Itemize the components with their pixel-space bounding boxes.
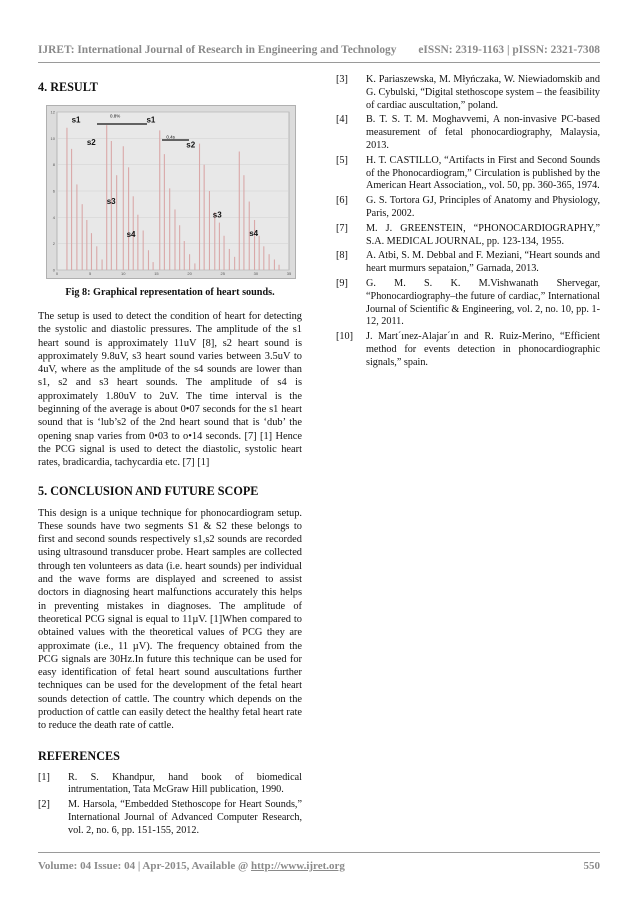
x-tick-label: 35	[286, 271, 292, 276]
heart-sound-chart	[46, 105, 296, 279]
reference-item: [9] G. M. S. K. M.Vishwanath Shervegar, “Phonocardiography–the future of cardiac,” International Journal of Scientific & Engineering, vol. 2, no. 10, pp. 1-12, 2011.	[336, 277, 600, 328]
interval-label: 0.4s	[166, 134, 175, 140]
references-left	[38, 772, 302, 838]
figure-caption: Fig 8: Graphical representation of heart sounds.	[65, 287, 275, 298]
journal-name: IJRET: International Journal of Research in Engineering and Technology	[38, 44, 397, 56]
y-tick-label: 2	[52, 241, 55, 247]
right-column	[336, 74, 600, 372]
page-footer	[38, 860, 600, 872]
result-heading: 4. RESULT	[38, 80, 98, 94]
conclusion-heading: 5. CONCLUSION AND FUTURE SCOPE	[38, 483, 259, 498]
header-rule	[38, 62, 600, 63]
reference-item: [1] R. S. Khandpur, hand book of biomedical intrumentation, Tata McGraw Hill publication, 1990.	[38, 771, 302, 796]
reference-item: [2] M. Harsola, “Embedded Stethoscope for Heart Sounds,” International Journal of Advanced Computer Research, vol. 2, no. 6, pp. 151-155, 2012.	[38, 799, 302, 836]
heart-sound-label: s3	[212, 210, 222, 220]
issn: eISSN: 2319-1163 | pISSN: 2321-7308	[418, 44, 600, 56]
footer-rule	[38, 852, 600, 853]
chart-svg	[47, 106, 295, 278]
heart-sound-label: s2	[86, 137, 96, 147]
reference-item: [5] H. T. CASTILLO, “Artifacts in First and Second Sounds of the Phonocardiogram,” Circulation is published by the American Heart Association,, vol. 50, pp. 360-365, 1974.	[336, 154, 600, 192]
x-tick-label: 10	[121, 271, 126, 276]
x-tick-label: 20	[187, 271, 192, 276]
reference-item: [4] B. T. S. T. M. Moghavvemi, A non-invasive PC-based measurement of fetal phonocardiography, Malaysia, 2013.	[336, 114, 600, 151]
x-tick-label: 30	[253, 271, 259, 276]
y-tick-label: 8	[52, 162, 55, 168]
heart-sound-label: s4	[126, 230, 136, 240]
reference-item: [7] M. J. GREENSTEIN, “PHONOCARDIOGRAPHY,” S.A. MEDICAL JOURNAL, pp. 123-134, 1955.	[336, 222, 600, 247]
y-tick-label: 12	[50, 109, 55, 115]
page-header	[38, 44, 600, 56]
x-tick-label: 25	[220, 271, 225, 276]
heart-sound-label: s1	[71, 115, 81, 125]
y-tick-label: 0	[52, 267, 55, 273]
y-tick-label: 6	[52, 188, 55, 194]
result-paragraph: The setup is used to detect the condition of heart for detecting the systolic and diastolic pressures. The amplitude of the s1 heart sound is approximately 11uV [8], s2 heart sound is approximately 9.8uV, s3 heart sound varies between 3.5uV to 4uV, where as the amplitude of the s4 sounds are lower than s1, s2 and s3 heart sounds. The amplitude of s4 is approximately 1.80uV to 2uV. The time interval is the beginning of the average is about 0•07 seconds for the s1 heart sound that is ‘lub’s2 of the 2nd heart sound that is ‘dub’ the opening snap varies from 0•03 to o•14 seconds. [7] [1] Hence the PCG signal is used to detect the diastolic, systolic heart rates, bradicardia, tachycardia etc. [7] [1]	[38, 311, 302, 469]
heart-sound-label: s4	[249, 228, 259, 238]
footer-volume: Volume: 04 Issue: 04 | Apr-2015, Available @ http://www.ijret.org	[38, 860, 345, 872]
heart-sound-label: s1	[146, 115, 156, 125]
journal-link[interactable]: http://www.ijret.org	[251, 860, 345, 872]
y-tick-label: 4	[52, 214, 55, 220]
reference-item: [6] G. S. Tortora GJ, Principles of Anatomy and Physiology, Paris, 2002.	[336, 195, 600, 219]
left-column	[38, 74, 302, 840]
interval-label: 0.8%	[110, 113, 121, 119]
page-number: 550	[583, 860, 600, 872]
x-tick-label: 5	[89, 271, 92, 276]
conclusion-paragraph: This design is a unique technique for phonocardiogram setup. These sounds have two segments S1 & S2 these belongs to first and second sounds respectively s1,s2 sounds are recorded using ultrasound transducer probe. Heart samples are collected through ten volunteers as data (i.e. heart sounds) per individual and the wave forms are displayed and screened to assist doctors in diagnosing heart malfunctions accurately this helps in preventing mistakes in diagnoses. The amplitude of theoretical PCG signal is equal to 11µV. [1]When compared to obtained values with the theoretical values of PCG they are approximate (i.e., 11 µV). The frequency obtained from the PCG signals are 30Hz.In future this technique can be used for easy identification of fetal heart sound auscultations further techniques can be used for the development of the fetal heart sounds detection of cattle. The country which depends on the production of cattle can easily detect the healthy fetal heart rate to reduce the death rate of cattle.	[38, 507, 302, 732]
reference-item: [8] A. Atbi, S. M. Debbal and F. Meziani, “Heart sounds and heart murmurs sepataion,” Garnada, 2013.	[336, 250, 600, 275]
references-heading: REFERENCES	[38, 748, 120, 763]
heart-sound-label: s2	[186, 140, 196, 150]
x-tick-label: 15	[154, 271, 159, 276]
x-tick-label: 0	[55, 271, 59, 276]
y-tick-label: 10	[50, 135, 55, 141]
reference-item: [3] K. Pariaszewska, M. Młyńczaka, W. Niewiadomskib and G. Cybulski, “Digital stethoscope system – the feasibility of cardiac auscultation,” poland.	[336, 74, 600, 111]
reference-item: [10] J. Mart´ınez-Alajar´ın and R. Ruiz-Merino, “Efficient method for events detection in phonocardiographic signals,” spain.	[336, 331, 600, 368]
heart-sound-label: s3	[106, 197, 116, 207]
